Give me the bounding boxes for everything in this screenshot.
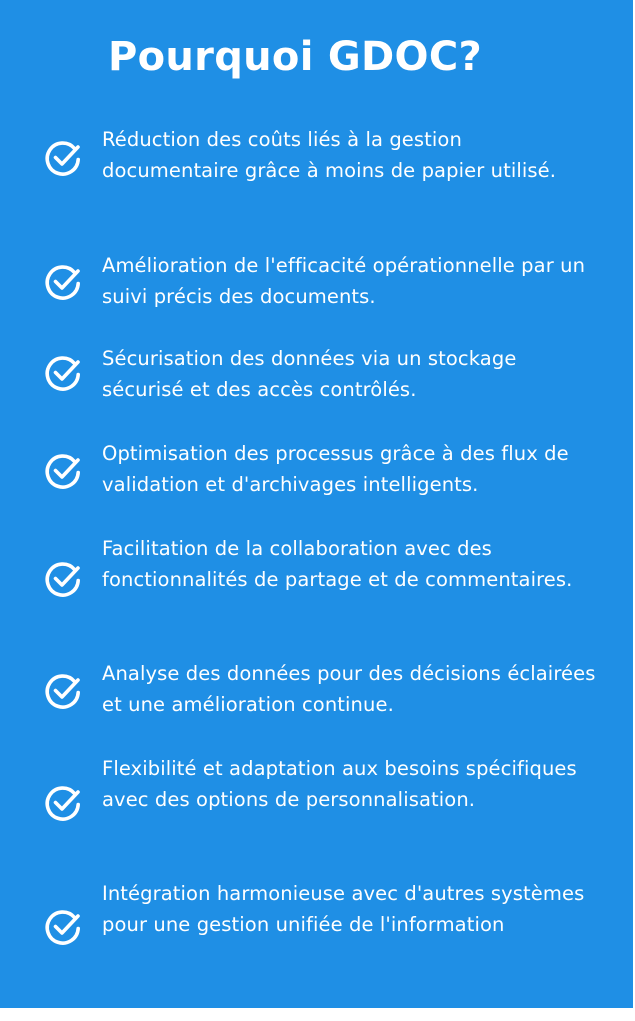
check-circle-icon <box>42 449 84 491</box>
benefit-text: Amélioration de l'efficacité opérationnelle par un suivi précis des documents. <box>102 254 586 308</box>
benefit-text: Facilitation de la collaboration avec des fonctionnalités de partage et de commentaires. <box>102 537 573 591</box>
check-circle-icon <box>42 781 84 823</box>
benefit-text: Flexibilité et adaptation aux besoins spécifiques avec des options de personnalisation. <box>102 757 577 811</box>
benefit-text: Analyse des données pour des décisions éclairées et une amélioration continue. <box>102 662 596 716</box>
page-title: Pourquoi GDOC? <box>108 34 483 80</box>
check-circle-icon <box>42 905 84 947</box>
check-circle-icon <box>42 557 84 599</box>
benefit-text: Intégration harmonieuse avec d'autres systèmes pour une gestion unifiée de l'information <box>102 882 585 936</box>
benefit-text: Réduction des coûts liés à la gestion documentaire grâce à moins de papier utilisé. <box>102 128 557 182</box>
check-circle-icon <box>42 260 84 302</box>
benefit-text: Optimisation des processus grâce à des flux de validation et d'archivages intelligents. <box>102 442 569 496</box>
check-circle-icon <box>42 351 84 393</box>
check-circle-icon <box>42 136 84 178</box>
benefit-text: Sécurisation des données via un stockage sécurisé et des accès contrôlés. <box>102 347 517 401</box>
check-circle-icon <box>42 669 84 711</box>
